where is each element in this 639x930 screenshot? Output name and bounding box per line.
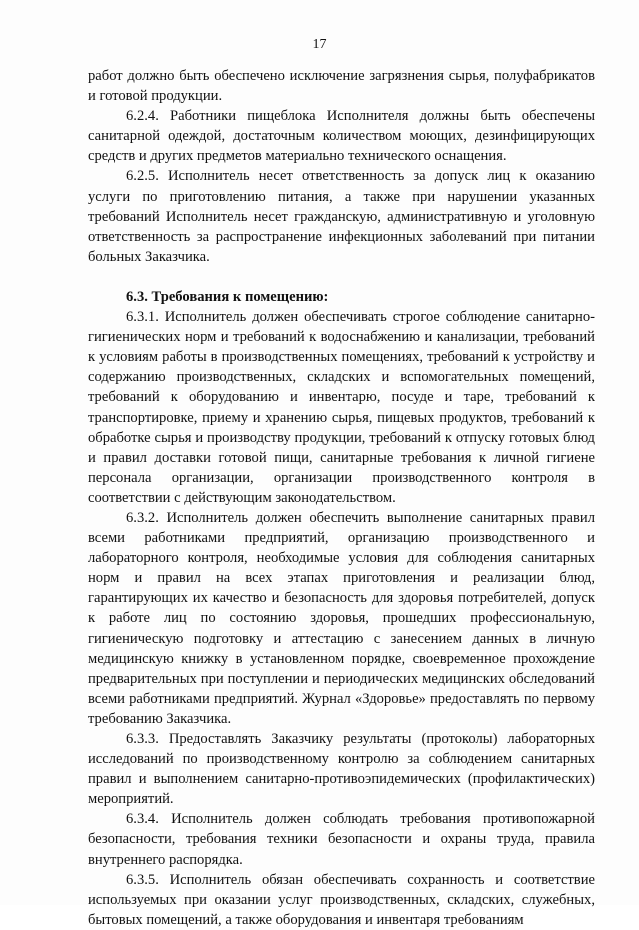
document-body (88, 66, 595, 930)
paragraph-6-3-1: 6.3.1. Исполнитель должен обеспечивать строгое соблюдение санитарно-гигиенических норм и требований к водоснабжению и канализации, требований к условиям работы в производственных помещениях, требований к устройству и содержанию производственных, складских и вспомогательных помещений, требований к оборудованию и инвентарю, посуде и таре, требований к транспортировке, приему и хранению сырья, пищевых продуктов, требований к обработке сырья и производству продукции, требований к отпуску готовых блюд и правил доставки готовой пищи, санитарные требования к личной гигиене персонала организации, организации производственного контроля в соответствии с действующим законодательством. (88, 309, 595, 506)
paragraph-6-2-4: 6.2.4. Работники пищеблока Исполнителя должны быть обеспечены санитарной одеждой, достаточным количеством моющих, дезинфицирующих средств и других предметов материально технического оснащения. (88, 108, 595, 165)
paragraph-6-3-2: 6.3.2. Исполнитель должен обеспечить выполнение санитарных правил всеми работниками предприятий, организацию производственного и лабораторного контроля, необходимые условия для соблюдения санитарных норм и правил на всех этапах приготовления и реализации блюд, гарантирующих их качество и безопасность для здоровья потребителей, допуск к работе лиц по состоянию здоровья, прошедших профессиональную, гигиеническую подготовку и аттестацию с занесением данных в личную медицинскую книжку в установленном порядке, своевременное прохождение предварительных при поступлении и периодических медицинских обследований всеми работниками предприятий. Журнал «Здоровье» предоставлять по первому требованию Заказчика. (88, 509, 595, 727)
paragraph-6-3-4: 6.3.4. Исполнитель должен соблюдать требования противопожарной безопасности, требования техники безопасности и охраны труда, правила внутреннего распорядка. (88, 811, 595, 868)
page-number: 17 (312, 37, 327, 52)
section-heading-6-3: 6.3. Требования к помещению: (126, 288, 329, 305)
paragraph-6-3-5: 6.3.5. Исполнитель обязан обеспечивать сохранность и соответствие используемых при оказании услуг производственных, складских, служебных, бытовых помещений, а также оборудования и инвентаря требованиям (88, 871, 595, 928)
paragraph-6-3-3: 6.3.3. Предоставлять Заказчику результаты (протоколы) лабораторных исследований по производственному контролю за соблюдением санитарных правил и выполнением санитарно-противоэпидемических (профилактических) мероприятий. (88, 731, 595, 808)
paragraph-6-2-5: 6.2.5. Исполнитель несет ответственность за допуск лиц к оказанию услуги по приготовлению питания, а также при нарушении указанных требований Исполнитель несет гражданскую, административную и уголовную ответственность за распространение инфекционных заболеваний при питании больных Заказчика. (88, 168, 595, 265)
paragraph-continuation: работ должно быть обеспечено исключение загрязнения сырья, полуфабрикатов и готовой продукции. (88, 68, 595, 105)
